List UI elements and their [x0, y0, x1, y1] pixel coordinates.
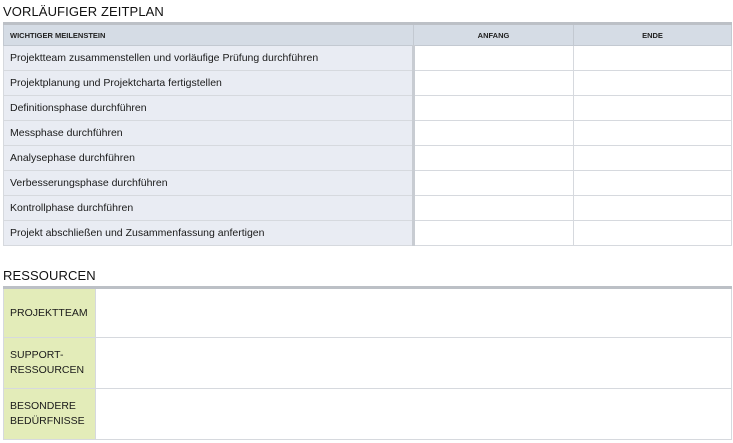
resource-row-project-team: [4, 288, 732, 338]
table-row: [4, 196, 732, 221]
end-date-cell[interactable]: [574, 171, 732, 196]
table-row: [4, 146, 732, 171]
milestone-cell: Projektteam zusammenstellen und vorläufige Prüfung durchführen: [4, 46, 414, 71]
schedule-table: [3, 22, 732, 246]
end-date-cell[interactable]: [574, 96, 732, 121]
resources-title: RESSOURCEN: [3, 268, 96, 283]
resource-label-support: [4, 338, 96, 389]
resource-label-line: SUPPORT-: [10, 349, 64, 361]
start-date-cell[interactable]: [414, 146, 574, 171]
header-milestone: WICHTIGER MEILENSTEIN: [4, 24, 414, 46]
table-row: [4, 46, 732, 71]
resources-table: [3, 286, 732, 440]
table-row: [4, 96, 732, 121]
schedule-header-row: [4, 24, 732, 46]
table-row: [4, 121, 732, 146]
end-date-cell[interactable]: [574, 121, 732, 146]
header-start: ANFANG: [414, 24, 574, 46]
start-date-cell[interactable]: [414, 46, 574, 71]
end-date-cell[interactable]: [574, 146, 732, 171]
resource-row-support: [4, 338, 732, 389]
resource-value-project-team[interactable]: [96, 288, 732, 338]
start-date-cell[interactable]: [414, 71, 574, 96]
table-row: [4, 71, 732, 96]
milestone-cell: Verbesserungsphase durchführen: [4, 171, 414, 196]
schedule-title: VORLÄUFIGER ZEITPLAN: [3, 4, 164, 19]
resource-value-special-needs[interactable]: [96, 389, 732, 440]
resource-label-line: RESSOURCEN: [10, 364, 85, 376]
milestone-cell: Messphase durchführen: [4, 121, 414, 146]
start-date-cell[interactable]: [414, 121, 574, 146]
resource-label-line: BESONDERE: [10, 400, 76, 412]
end-date-cell[interactable]: [574, 221, 732, 246]
milestone-cell: Definitionsphase durchführen: [4, 96, 414, 121]
milestone-cell: Projekt abschließen und Zusammenfassung anfertigen: [4, 221, 414, 246]
milestone-cell: Projektplanung und Projektcharta fertigstellen: [4, 71, 414, 96]
milestone-cell: Kontrollphase durchführen: [4, 196, 414, 221]
table-row: [4, 221, 732, 246]
resource-label-line: BEDÜRFNISSE: [10, 415, 85, 427]
resource-label-line: PROJEKTTEAM: [10, 306, 88, 319]
end-date-cell[interactable]: [574, 46, 732, 71]
end-date-cell[interactable]: [574, 71, 732, 96]
start-date-cell[interactable]: [414, 196, 574, 221]
start-date-cell[interactable]: [414, 96, 574, 121]
header-end: ENDE: [574, 24, 732, 46]
resource-label-special-needs: [4, 389, 96, 440]
resource-value-support[interactable]: [96, 338, 732, 389]
end-date-cell[interactable]: [574, 196, 732, 221]
start-date-cell[interactable]: [414, 171, 574, 196]
milestone-cell: Analysephase durchführen: [4, 146, 414, 171]
table-row: [4, 171, 732, 196]
resource-label-project-team: [4, 288, 96, 338]
resource-row-special-needs: [4, 389, 732, 440]
start-date-cell[interactable]: [414, 221, 574, 246]
